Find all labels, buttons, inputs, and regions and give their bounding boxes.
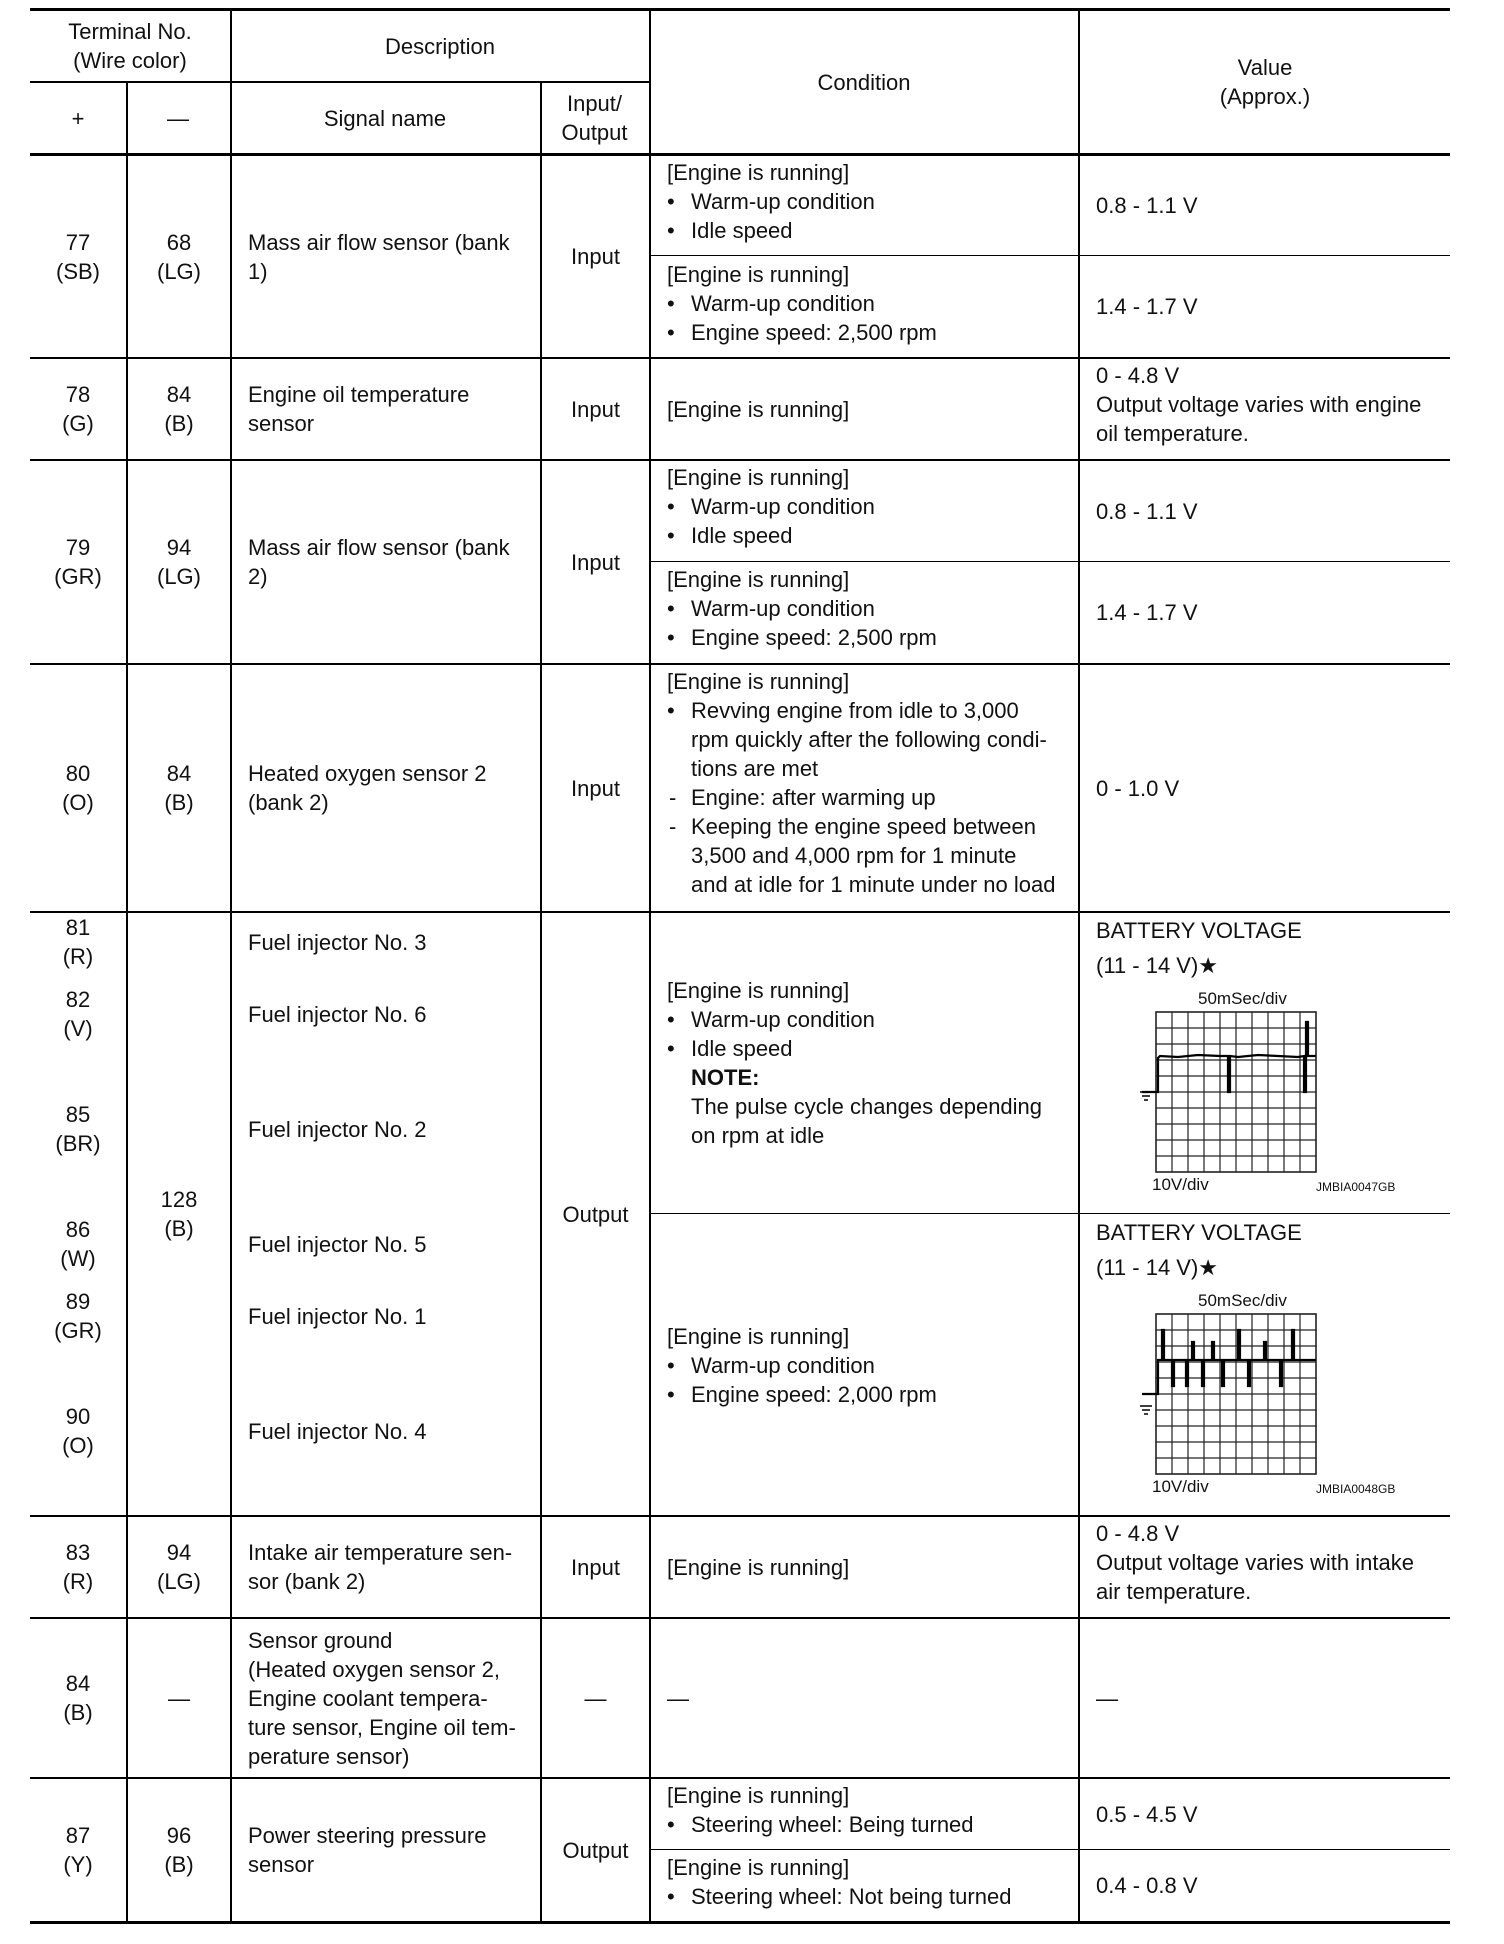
condition xyxy=(651,1781,1078,1849)
io-type xyxy=(542,156,649,357)
terminal-number: 89 xyxy=(65,1289,91,1314)
terminal-plus xyxy=(30,1100,126,1158)
condition-dash-line: - Keeping the engine speed between xyxy=(691,814,1036,839)
condition xyxy=(651,359,1078,459)
signal-line: Fuel injector No. 6 xyxy=(248,1002,427,1027)
condition xyxy=(651,667,1078,911)
condition xyxy=(651,463,1078,561)
terminal-number: 94 xyxy=(166,535,192,560)
header-value-label: Value xyxy=(1237,55,1293,80)
signal-line: Engine oil temperature xyxy=(248,382,470,407)
value-line: (11 - 14 V)★ xyxy=(1096,1255,1219,1280)
signal-line: sor (bank 2) xyxy=(248,1569,366,1594)
wire-color: (W) xyxy=(60,1246,96,1271)
signal-name xyxy=(232,1779,540,1921)
value xyxy=(1080,1850,1450,1921)
wire-color: (B) xyxy=(164,790,194,815)
io-label: Output xyxy=(562,1837,629,1863)
value-line: 1.4 - 1.7 V xyxy=(1096,600,1198,625)
wire-color: (BR) xyxy=(55,1131,101,1156)
terminal-minus xyxy=(128,461,230,663)
condition-dash-line: - Engine: after warming up xyxy=(691,785,936,810)
condition-bullet: • Engine speed: 2,500 rpm xyxy=(667,318,1070,347)
condition-dash-item xyxy=(667,783,1070,812)
condition xyxy=(651,913,1078,1213)
terminal-plus xyxy=(30,913,126,971)
terminal-number: 87 xyxy=(65,1823,91,1848)
terminal-plus xyxy=(30,1619,126,1777)
value-line: — xyxy=(1096,1685,1118,1711)
terminal-number: 84 xyxy=(166,382,192,407)
value-line: 0 - 1.0 V xyxy=(1096,775,1180,801)
header-terminal-no xyxy=(30,10,230,82)
value-line: 0.4 - 0.8 V xyxy=(1096,1873,1198,1898)
condition-bullet-line: • Revving engine from idle to 3,000 xyxy=(691,698,1019,723)
value-line: 0 - 4.8 V xyxy=(1096,363,1180,388)
wire-color: (GR) xyxy=(54,564,102,589)
signal-line: sensor xyxy=(248,411,315,436)
io-label: Input xyxy=(571,549,620,575)
header-condition xyxy=(650,10,1078,154)
terminal-number: 78 xyxy=(65,382,91,407)
terminal-plus xyxy=(30,1402,126,1460)
condition xyxy=(651,260,1078,357)
terminal-number: 96 xyxy=(166,1823,192,1848)
figure-code: JMBIA0047GB xyxy=(1316,1180,1396,1194)
condition-line: [Engine is running] xyxy=(667,1783,850,1808)
time-div-label: 50mSec/div xyxy=(1198,1291,1287,1310)
io-type xyxy=(542,1779,649,1921)
header-description-label: Description xyxy=(384,33,496,59)
signal-line: Heated oxygen sensor 2 xyxy=(248,761,487,786)
signal-line: Fuel injector No. 3 xyxy=(248,930,427,955)
condition-dash-line: and at idle for 1 minute under no load xyxy=(691,872,1056,897)
condition-bullet: • Steering wheel: Being turned xyxy=(667,1810,1070,1839)
oscilloscope-waveform-2 xyxy=(1128,1290,1428,1500)
wire-color: (R) xyxy=(62,944,94,969)
wire-color: (V) xyxy=(63,1016,93,1041)
terminal-number: 128 xyxy=(160,1187,198,1212)
header-input-label: Input/ xyxy=(566,91,623,116)
value-line: BATTERY VOLTAGE xyxy=(1096,918,1302,943)
signal-name xyxy=(232,461,540,663)
signal-line: Fuel injector No. 2 xyxy=(248,1117,427,1142)
io-type xyxy=(542,665,649,911)
io-type xyxy=(542,359,649,459)
header-plus-label: + xyxy=(71,105,85,131)
condition-line: [Engine is running] xyxy=(667,465,850,490)
condition-bullet-line: tions are met xyxy=(691,756,819,781)
terminal-minus xyxy=(128,359,230,459)
header-plus xyxy=(30,82,126,154)
volt-div-label: 10V/div xyxy=(1152,1477,1209,1496)
wire-color: (SB) xyxy=(56,258,100,284)
value-line: 1.4 - 1.7 V xyxy=(1096,294,1198,319)
terminal-plus xyxy=(30,359,126,459)
condition-bullet: • Engine speed: 2,500 rpm xyxy=(667,623,1070,652)
value xyxy=(1080,1619,1450,1777)
terminal-plus xyxy=(30,1215,126,1273)
signal-name xyxy=(232,359,540,459)
wire-color: (O) xyxy=(62,790,94,815)
condition-line: [Engine is running] xyxy=(667,567,850,592)
wire-color: (G) xyxy=(62,411,94,436)
condition-bullet: • Warm-up condition xyxy=(667,187,1070,216)
value-line: oil temperature. xyxy=(1096,421,1249,446)
condition-line: [Engine is running] xyxy=(667,978,850,1003)
signal-name xyxy=(232,1417,540,1447)
signal-line: (bank 2) xyxy=(248,790,329,815)
value-line: 0.8 - 1.1 V xyxy=(1096,193,1198,218)
condition-bullet: • Warm-up condition xyxy=(667,492,1070,521)
condition-line: [Engine is running] xyxy=(667,396,850,422)
terminal-plus xyxy=(30,665,126,911)
value-line: 0 - 4.8 V xyxy=(1096,1521,1180,1546)
wire-color: (GR) xyxy=(54,1318,102,1343)
header-minus-label: — xyxy=(167,105,189,131)
signal-line: perature sensor) xyxy=(248,1743,410,1769)
signal-line: Power steering pressure xyxy=(248,1823,487,1848)
header-signal-name xyxy=(230,82,540,154)
signal-name xyxy=(232,928,540,958)
terminal-number: 84 xyxy=(65,1671,91,1696)
signal-line: 2) xyxy=(248,564,268,589)
note-line: on rpm at idle xyxy=(691,1123,825,1148)
header-signal-name-label: Signal name xyxy=(323,105,447,131)
header-value xyxy=(1080,10,1450,154)
condition-bullet: • Warm-up condition xyxy=(667,1351,1070,1380)
condition xyxy=(651,565,1078,663)
wire-color: (B) xyxy=(164,1216,194,1241)
terminal-number: 82 xyxy=(65,987,91,1012)
terminal-number: 84 xyxy=(166,761,192,786)
wire-color: (LG) xyxy=(157,258,201,284)
value xyxy=(1080,461,1450,561)
terminal-minus xyxy=(128,913,230,1515)
condition-line: [Engine is running] xyxy=(667,262,850,287)
value xyxy=(1080,156,1450,255)
wire-color: (LG) xyxy=(157,1569,201,1594)
condition-line: [Engine is running] xyxy=(667,669,850,694)
terminal-plus xyxy=(30,1287,126,1345)
value xyxy=(1080,916,1450,976)
signal-line: Intake air temperature sen- xyxy=(248,1540,513,1565)
terminal-plus xyxy=(30,985,126,1043)
signal-line: ture sensor, Engine oil tem- xyxy=(248,1714,516,1740)
header-terminal-no-label: Terminal No. xyxy=(68,19,192,44)
header-description xyxy=(230,10,650,82)
value xyxy=(1080,1779,1450,1849)
terminal-minus xyxy=(128,665,230,911)
terminal-plus xyxy=(30,1779,126,1921)
terminal-plus xyxy=(30,156,126,357)
io-label: Input xyxy=(571,775,620,801)
note-label: NOTE: xyxy=(691,1065,760,1090)
terminal-number: 68 xyxy=(166,229,192,255)
signal-line: Mass air flow sensor (bank xyxy=(248,229,510,255)
condition-bullet: • Warm-up condition xyxy=(667,594,1070,623)
signal-name xyxy=(232,1230,540,1260)
value-line: (11 - 14 V)★ xyxy=(1096,953,1219,978)
signal-line: Fuel injector No. 5 xyxy=(248,1232,427,1257)
terminal-number: 80 xyxy=(65,761,91,786)
wire-color: (B) xyxy=(164,411,194,436)
condition-bullet: • Idle speed xyxy=(667,521,1070,550)
condition-line: — xyxy=(667,1685,689,1711)
condition xyxy=(651,1517,1078,1617)
value xyxy=(1080,562,1450,663)
io-type xyxy=(542,1619,649,1777)
value-line: air temperature. xyxy=(1096,1579,1252,1604)
signal-line: Mass air flow sensor (bank xyxy=(248,535,510,560)
terminal-minus xyxy=(128,1517,230,1617)
terminal-number: 86 xyxy=(65,1217,91,1242)
condition xyxy=(651,158,1078,255)
terminal-minus xyxy=(128,156,230,357)
condition xyxy=(651,1619,1078,1777)
io-label: Input xyxy=(571,396,620,422)
value xyxy=(1080,665,1450,911)
value xyxy=(1080,1519,1450,1617)
condition-dash-line: 3,500 and 4,000 rpm for 1 minute xyxy=(691,843,1017,868)
signal-line: sensor xyxy=(248,1852,315,1877)
wire-color: (B) xyxy=(164,1852,194,1877)
oscilloscope-waveform-1 xyxy=(1128,988,1428,1198)
condition-line: [Engine is running] xyxy=(667,1855,850,1880)
terminal-minus xyxy=(128,1779,230,1921)
terminal-plus xyxy=(30,1517,126,1617)
terminal-number: 81 xyxy=(65,915,91,940)
io-label: Output xyxy=(562,1201,629,1227)
io-type xyxy=(542,913,649,1515)
condition-bullet-line: rpm quickly after the following condi- xyxy=(691,727,1047,752)
condition-bullet: • Idle speed xyxy=(667,1034,1070,1063)
condition xyxy=(651,1215,1078,1515)
condition-line: [Engine is running] xyxy=(667,1554,850,1580)
terminal-number: 94 xyxy=(166,1540,192,1565)
terminal-number: 90 xyxy=(65,1404,91,1429)
wire-color: (O) xyxy=(62,1433,94,1458)
signal-name xyxy=(232,1302,540,1332)
terminal-number: 79 xyxy=(65,535,91,560)
condition-bullet: • Warm-up condition xyxy=(667,289,1070,318)
condition-bullet: • Steering wheel: Not being turned xyxy=(667,1882,1070,1911)
signal-name xyxy=(232,1619,540,1777)
value-line: BATTERY VOLTAGE xyxy=(1096,1220,1302,1245)
condition-bullet xyxy=(667,696,1070,783)
terminal-number: 83 xyxy=(65,1540,91,1565)
signal-name xyxy=(232,1115,540,1145)
condition-line: [Engine is running] xyxy=(667,1323,850,1349)
header-io xyxy=(540,82,649,154)
terminal-plus xyxy=(30,461,126,663)
volt-div-label: 10V/div xyxy=(1152,1175,1209,1194)
wire-color: (R) xyxy=(62,1569,94,1594)
value-line: Output voltage varies with engine xyxy=(1096,392,1422,417)
condition xyxy=(651,1853,1078,1921)
condition-bullet: • Warm-up condition xyxy=(667,1005,1070,1034)
terminal-number: 85 xyxy=(65,1102,91,1127)
io-label: Input xyxy=(571,244,620,269)
io-label: Input xyxy=(571,1554,620,1580)
header-wire-color-label: (Wire color) xyxy=(73,48,187,73)
signal-line: (Heated oxygen sensor 2, xyxy=(248,1656,500,1682)
value xyxy=(1080,361,1450,459)
value-line: Output voltage varies with intake xyxy=(1096,1550,1414,1575)
waveform-icon xyxy=(1128,988,1428,1198)
value-line: 0.5 - 4.5 V xyxy=(1096,1801,1198,1827)
wire-color: (LG) xyxy=(157,564,201,589)
wire-color: (Y) xyxy=(63,1852,93,1877)
wire-color: (B) xyxy=(63,1700,93,1725)
condition-bullet: • Engine speed: 2,000 rpm xyxy=(667,1380,1070,1409)
note-line: The pulse cycle changes depending xyxy=(691,1094,1043,1119)
condition-bullet: • Idle speed xyxy=(667,216,1070,245)
value xyxy=(1080,1218,1450,1278)
header-minus xyxy=(126,82,230,154)
figure-code: JMBIA0048GB xyxy=(1316,1482,1396,1496)
signal-line: Engine coolant tempera- xyxy=(248,1685,488,1711)
header-condition-label: Condition xyxy=(817,69,911,95)
waveform-icon xyxy=(1128,1290,1428,1500)
signal-line: Sensor ground xyxy=(248,1627,393,1653)
signal-name xyxy=(232,1000,540,1030)
signal-name xyxy=(232,156,540,357)
header-output-label: Output xyxy=(561,120,628,145)
time-div-label: 50mSec/div xyxy=(1198,989,1287,1008)
signal-name xyxy=(232,665,540,911)
signal-line: Fuel injector No. 1 xyxy=(248,1304,427,1329)
io-type xyxy=(542,461,649,663)
terminal-minus xyxy=(128,1619,230,1777)
condition-dash-item xyxy=(667,812,1070,899)
signal-line: 1) xyxy=(248,258,268,284)
header-approx-label: (Approx.) xyxy=(1219,84,1311,109)
terminal-number: 77 xyxy=(65,229,91,255)
signal-line: Fuel injector No. 4 xyxy=(248,1419,427,1444)
value xyxy=(1080,256,1450,357)
signal-name xyxy=(232,1517,540,1617)
io-label: — xyxy=(584,1685,607,1711)
terminal-number: — xyxy=(168,1685,190,1711)
value-line: 0.8 - 1.1 V xyxy=(1096,498,1198,524)
condition-line: [Engine is running] xyxy=(667,160,850,185)
io-type xyxy=(542,1517,649,1617)
